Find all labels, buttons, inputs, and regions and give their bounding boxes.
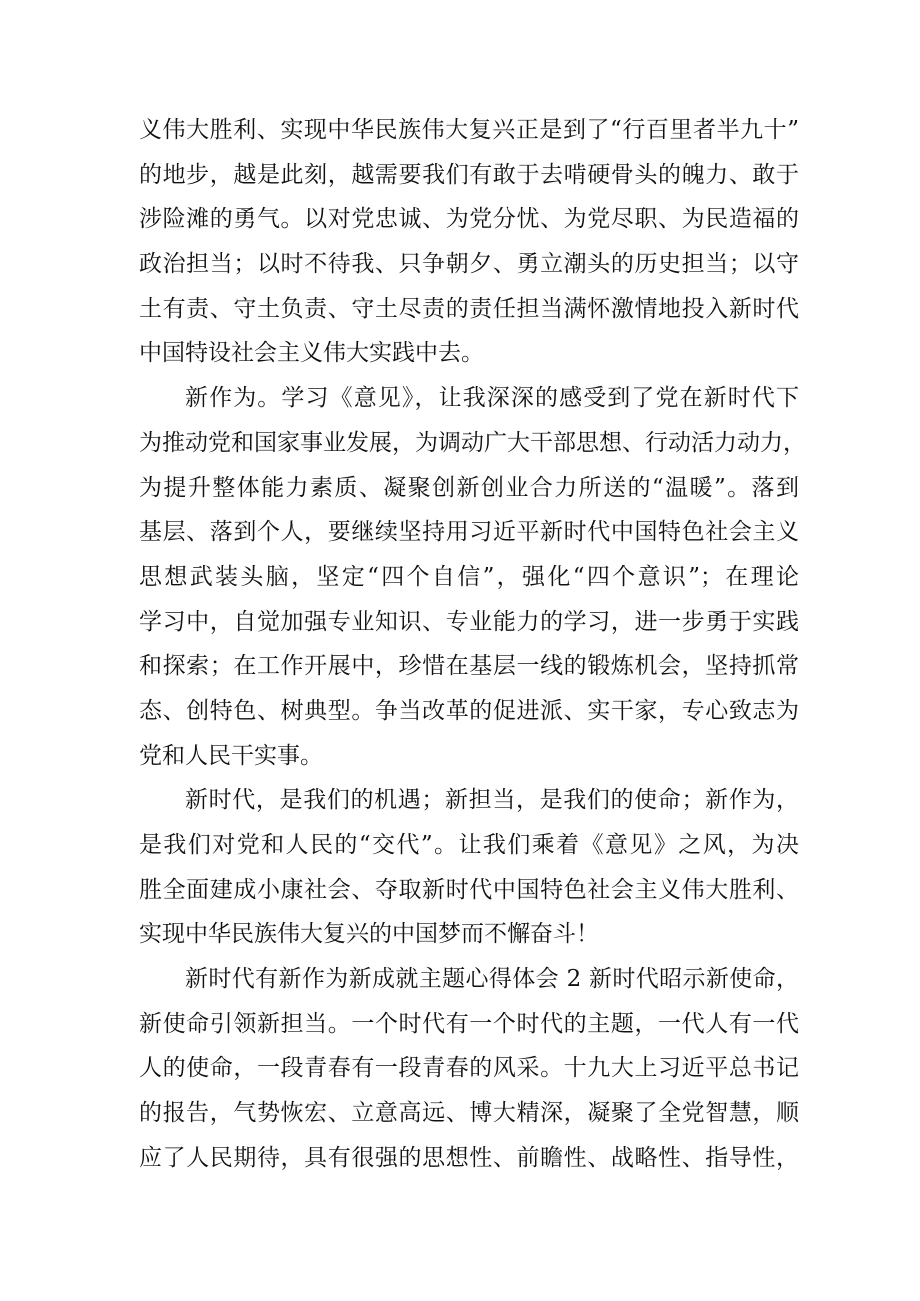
text-line: 的报告，气势恢宏、立意高远、博大精深，凝聚了全党智慧，顺 <box>139 1100 799 1127</box>
paragraph-1 <box>139 108 799 376</box>
document-body <box>139 108 806 1181</box>
paragraph-4 <box>139 957 799 1180</box>
text-line: 的地步，越是此刻，越需要我们有敢于去啃硬骨头的魄力、敢于 <box>139 161 799 188</box>
text-line: 政治担当；以时不待我、只争朝夕、勇立潮头的历史担当；以守 <box>139 251 799 278</box>
text-line: 新时代，是我们的机遇；新担当，是我们的使命；新作为， <box>185 787 799 814</box>
text-line: 涉险滩的勇气。以对党忠诚、为党分忧、为党尽职、为民造福的 <box>139 206 799 233</box>
text-line: 土有责、守土负责、守土尽责的责任担当满怀激情地投入新时代 <box>139 295 799 322</box>
text-line: 实现中华民族伟大复兴的中国梦而不懈奋斗！ <box>139 921 599 948</box>
text-line: 党和人民干实事。 <box>139 742 323 769</box>
text-line: 应了人民期待，具有很强的思想性、前瞻性、战略性、指导性， <box>139 1144 799 1171</box>
text-line: 是我们对党和人民的“交代”。让我们乘着《意见》之风，为决 <box>139 832 799 858</box>
text-line: 和探索；在工作开展中，珍惜在基层一线的锻炼机会，坚持抓常 <box>139 653 799 680</box>
text-line: 基层、落到个人，要继续坚持用习近平新时代中国特色社会主义 <box>139 519 799 546</box>
text-line: 为提升整体能力素质、凝聚创新创业合力所送的“温暖”。落到 <box>139 474 799 501</box>
text-line: 义伟大胜利、实现中华民族伟大复兴正是到了“行百里者半九十” <box>139 117 799 143</box>
text-line: 为推动党和国家事业发展，为调动广大干部思想、行动活力动力， <box>139 429 806 456</box>
text-line: 新使命引领新担当。一个时代有一个时代的主题，一代人有一代 <box>139 1010 799 1037</box>
text-line: 胜全面建成小康社会、夺取新时代中国特色社会主义伟大胜利、 <box>139 876 799 903</box>
text-line: 学习中，自觉加强专业知识、专业能力的学习，进一步勇于实践 <box>139 608 799 635</box>
text-line: 新时代有新作为新成就主题心得体会 2 新时代昭示新使命， <box>185 966 799 993</box>
text-line: 中国特设社会主义伟大实践中去。 <box>139 340 484 367</box>
paragraph-3 <box>139 778 799 957</box>
text-line: 人的使命，一段青春有一段青春的风采。十九大上习近平总书记 <box>139 1055 799 1082</box>
text-line: 思想武装头脑，坚定“四个自信”，强化“四个意识”；在理论 <box>139 563 799 590</box>
text-line: 态、创特色、树典型。争当改革的促进派、实干家，专心致志为 <box>139 697 799 724</box>
text-line: 新作为。学习《意见》，让我深深的感受到了党在新时代下 <box>185 385 799 412</box>
paragraph-2 <box>139 376 806 778</box>
